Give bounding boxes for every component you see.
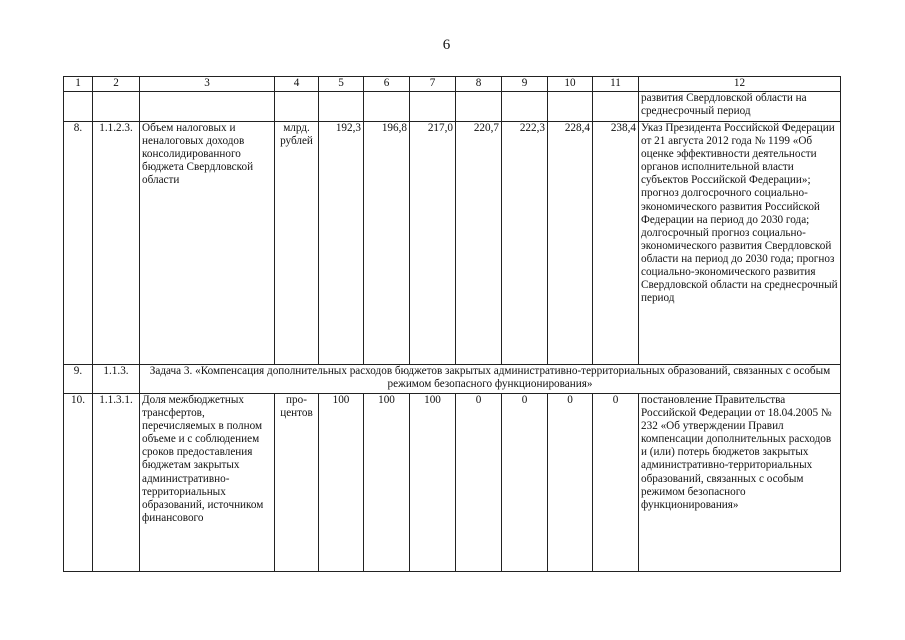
header-cell: 5 bbox=[319, 77, 364, 92]
indicators-table bbox=[63, 76, 841, 572]
value-cell: 100 bbox=[410, 394, 456, 572]
empty-cell bbox=[319, 92, 364, 122]
row-number: 9. bbox=[64, 365, 93, 394]
value-cell: 0 bbox=[502, 394, 548, 572]
source-cell: постановление Правительства Российской Федерации от 18.04.2005 № 232 «Об утверждении Правил компенсации дополнительных расходов и (или) потерь бюджетов закрытых административно-территориальных образований, связанных с особым режимом безопасного функционирования» bbox=[639, 394, 841, 572]
header-cell: 4 bbox=[275, 77, 319, 92]
value-cell: 238,4 bbox=[593, 122, 639, 365]
header-cell: 6 bbox=[364, 77, 410, 92]
value-cell: 100 bbox=[364, 394, 410, 572]
value-cell: 222,3 bbox=[502, 122, 548, 365]
empty-cell bbox=[275, 92, 319, 122]
header-cell: 12 bbox=[639, 77, 841, 92]
row-code: 1.1.3.1. bbox=[93, 394, 140, 572]
header-cell: 1 bbox=[64, 77, 93, 92]
value-cell: 220,7 bbox=[456, 122, 502, 365]
row-number: 10. bbox=[64, 394, 93, 572]
empty-cell bbox=[93, 92, 140, 122]
table-row-9 bbox=[64, 365, 841, 394]
table-header-row bbox=[64, 77, 841, 92]
task-cell: Задача 3. «Компенсация дополнительных расходов бюджетов закрытых административно-территориальных образований, связанных с особым режимом безопасного функционирования» bbox=[140, 365, 841, 394]
header-cell: 7 bbox=[410, 77, 456, 92]
page-number: 6 bbox=[442, 37, 451, 53]
value-cell: 0 bbox=[548, 394, 593, 572]
empty-cell bbox=[410, 92, 456, 122]
header-cell: 2 bbox=[93, 77, 140, 92]
source-cell: Указ Президента Российской Федерации от 21 августа 2012 года № 1199 «Об оценке эффективности деятельности органов исполнительной власти субъектов Российской Федерации»; прогноз долгосрочного социально-экономического развития Российской Федерации на период до 2030 года; долгосрочный прогноз социально-экономического развития Свердловской области на период до 2030 года; прогноз социально-экономического развития Свердловской области на среднесрочный период bbox=[639, 122, 841, 365]
value-cell: 0 bbox=[593, 394, 639, 572]
value-cell: 0 bbox=[456, 394, 502, 572]
empty-cell bbox=[140, 92, 275, 122]
value-cell: 217,0 bbox=[410, 122, 456, 365]
header-cell: 3 bbox=[140, 77, 275, 92]
value-cell: 100 bbox=[319, 394, 364, 572]
row-code: 1.1.2.3. bbox=[93, 122, 140, 365]
row-code: 1.1.3. bbox=[93, 365, 140, 394]
empty-cell bbox=[364, 92, 410, 122]
table-row-continuation bbox=[64, 92, 841, 122]
empty-cell bbox=[502, 92, 548, 122]
header-cell: 10 bbox=[548, 77, 593, 92]
header-cell: 9 bbox=[502, 77, 548, 92]
empty-cell bbox=[64, 92, 93, 122]
empty-cell bbox=[456, 92, 502, 122]
empty-cell bbox=[593, 92, 639, 122]
unit-cell: млрд. рублей bbox=[275, 122, 319, 365]
table-row-8 bbox=[64, 122, 841, 365]
unit-cell: про- центов bbox=[275, 394, 319, 572]
value-cell: 192,3 bbox=[319, 122, 364, 365]
source-cell: развития Свердловской области на среднесрочный период bbox=[639, 92, 841, 122]
value-cell: 196,8 bbox=[364, 122, 410, 365]
empty-cell bbox=[548, 92, 593, 122]
table-row-10 bbox=[64, 394, 841, 572]
header-cell: 8 bbox=[456, 77, 502, 92]
row-number: 8. bbox=[64, 122, 93, 365]
indicator-name: Доля межбюджетных трансфертов, перечисляемых в полном объеме и с соблюдением сроков предоставления бюджетам закрытых административно-территориальных образований, источником финансового bbox=[140, 394, 275, 572]
indicator-name: Объем налоговых и неналоговых доходов консолидированного бюджета Свердловской области bbox=[140, 122, 275, 365]
header-cell: 11 bbox=[593, 77, 639, 92]
value-cell: 228,4 bbox=[548, 122, 593, 365]
